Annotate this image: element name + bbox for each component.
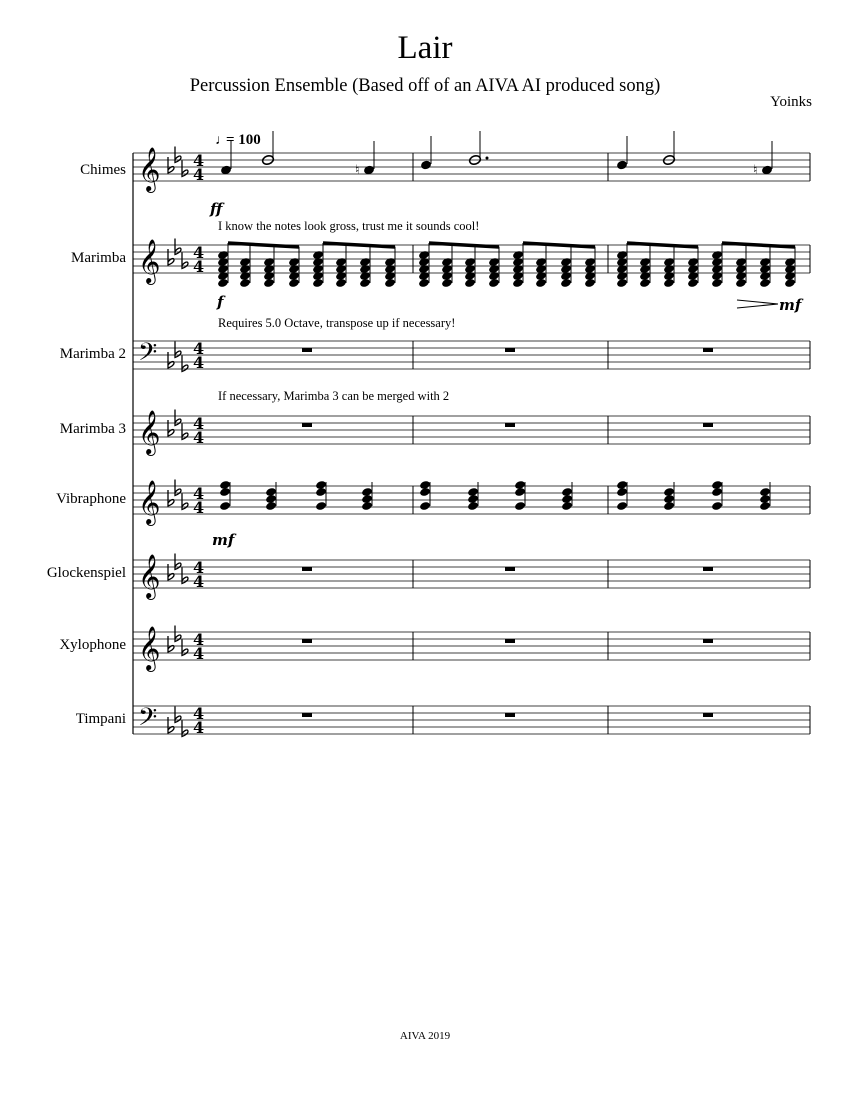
chord-note-head [467,501,479,511]
chord-note-head [312,278,324,288]
chord-note-head [219,501,231,511]
whole-rest [703,639,713,643]
bass-clef-icon: 𝄢 [138,338,158,373]
note-head [420,160,432,171]
whole-rest [703,567,713,571]
beam [523,243,595,247]
whole-rest [505,423,515,427]
chord-note-head [759,501,771,511]
flat-icon [168,352,174,368]
marimba-2-annotation: Requires 5.0 Octave, transpose up if necessary! [218,316,456,330]
beam [228,243,299,247]
chord-note-head [616,278,628,288]
time-sig-top: 4 [193,243,205,262]
chord-note-head [616,487,628,497]
time-sig-top: 4 [193,704,205,723]
whole-rest [505,567,515,571]
decrescendo-hairpin [737,300,778,308]
chord-note-head [560,278,572,288]
whole-rest [505,639,515,643]
time-sig-top: 4 [193,558,205,577]
chord-note-head [359,278,371,288]
chord-note-head [639,278,651,288]
whole-rest [302,567,312,571]
staff-label-marimba-2: Marimba 2 [59,346,126,362]
time-sig-top: 4 [193,414,205,433]
chord-note-head [663,278,675,288]
time-sig-top: 4 [193,339,205,358]
chord-note-head [464,278,476,288]
chord-note-head [335,278,347,288]
score-title: Lair [397,30,453,66]
staff-marimba-3 [133,410,810,457]
natural-sign: ♮ [753,162,758,177]
flat-icon [168,249,174,265]
chord-note-head [288,278,300,288]
chord-note-head [217,278,229,288]
time-sig-bottom: 4 [193,165,205,184]
flat-icon [168,717,174,733]
whole-rest [703,713,713,717]
staff-label-marimba: Marimba [71,250,126,266]
chord-note-head [584,278,596,288]
chord-note-head [512,278,524,288]
chord-note-head [219,487,231,497]
chord-note-head [315,487,327,497]
chord-note-head [759,278,771,288]
dot [486,157,489,160]
chord-note-head [784,278,796,288]
dynamic-marimba-start: f [217,293,224,311]
footer-copyright: AIVA 2019 [399,1030,451,1042]
staves-layer [133,147,810,739]
staff-label-marimba-3: Marimba 3 [59,421,126,437]
chimes-notes [220,131,773,177]
treble-clef-icon: 𝄞 [138,480,161,524]
chord-note-head [663,501,675,511]
treble-clef-icon: 𝄞 [138,554,161,598]
beam [429,243,499,247]
flat-icon [168,564,174,580]
marimba-notes [217,243,796,288]
chord-note-head [419,487,431,497]
chord-note-head [419,501,431,511]
score-subtitle: Percussion Ensemble (Based off of an AIVA AI produced song) [189,76,661,96]
whole-rest [302,348,312,352]
treble-clef-icon: 𝄞 [138,239,161,283]
whole-rest [505,348,515,352]
whole-rest [703,423,713,427]
dynamic-vibraphone: mf [212,531,235,549]
dynamic-chimes: ff [210,200,223,218]
note-head [616,160,628,171]
chord-note-head [263,278,275,288]
chord-note-head [384,278,396,288]
beam [323,243,395,247]
time-sig-top: 4 [193,151,205,170]
tempo-marking [215,132,261,148]
marimba-3-annotation: If necessary, Marimba 3 can be merged with 2 [218,389,450,403]
chord-note-head [687,278,699,288]
treble-clef-icon: 𝄞 [138,626,161,670]
chord-note-head [711,501,723,511]
chord-note-head [361,501,373,511]
staff-label-xylophone: Xylophone [59,637,126,653]
time-sig-bottom: 4 [193,257,205,276]
staff-xylophone [133,626,810,673]
chord-note-head [441,278,453,288]
marimba-annotation: I know the notes look gross, trust me it sounds cool! [218,219,480,233]
flat-icon [168,157,174,173]
time-sig-bottom: 4 [193,353,205,372]
chord-note-head [239,278,251,288]
chord-note-head [418,278,430,288]
chord-note-head [535,278,547,288]
flat-icon [168,490,174,506]
time-sig-bottom: 4 [193,428,205,447]
beam [627,243,698,247]
whole-rest [703,348,713,352]
staff-timpani [133,703,810,738]
chord-note-head [711,487,723,497]
chord-note-head [514,501,526,511]
composer-name: Yoinks [770,94,812,110]
chord-note-head [488,278,500,288]
natural-sign: ♮ [355,162,360,177]
chord-note-head [735,278,747,288]
whole-rest [302,423,312,427]
time-sig-top: 4 [193,484,205,503]
time-sig-bottom: 4 [193,498,205,517]
quarter-note-icon: ♩ [215,133,229,148]
flat-icon [168,420,174,436]
chord-note-head [711,278,723,288]
treble-clef-icon: 𝄞 [138,410,161,454]
tempo-value: = 100 [226,132,261,148]
bass-clef-icon: 𝄢 [138,703,158,738]
flat-icon [168,636,174,652]
staff-label-chimes: Chimes [80,162,126,178]
treble-clef-icon: 𝄞 [138,147,161,191]
chord-note-head [514,487,526,497]
time-sig-bottom: 4 [193,644,205,663]
rests-layer [302,348,713,717]
whole-rest [505,713,515,717]
chord-note-head [265,501,277,511]
staff-glockenspiel [133,554,810,601]
time-sig-bottom: 4 [193,718,205,737]
staff-label-glockenspiel: Glockenspiel [46,565,126,581]
whole-rest [302,713,312,717]
chord-note-head [616,501,628,511]
time-sig-top: 4 [193,630,205,649]
staff-label-vibraphone: Vibraphone [56,491,126,507]
dynamic-marimba-end: mf [779,296,802,314]
chord-note-head [561,501,573,511]
staff-chimes [133,147,810,194]
vibraphone-notes [219,480,771,511]
staff-marimba-2 [133,338,810,373]
beam [722,243,795,247]
chord-note-head [315,501,327,511]
time-sig-bottom: 4 [193,572,205,591]
staff-label-timpani: Timpani [75,711,126,727]
whole-rest [302,639,312,643]
